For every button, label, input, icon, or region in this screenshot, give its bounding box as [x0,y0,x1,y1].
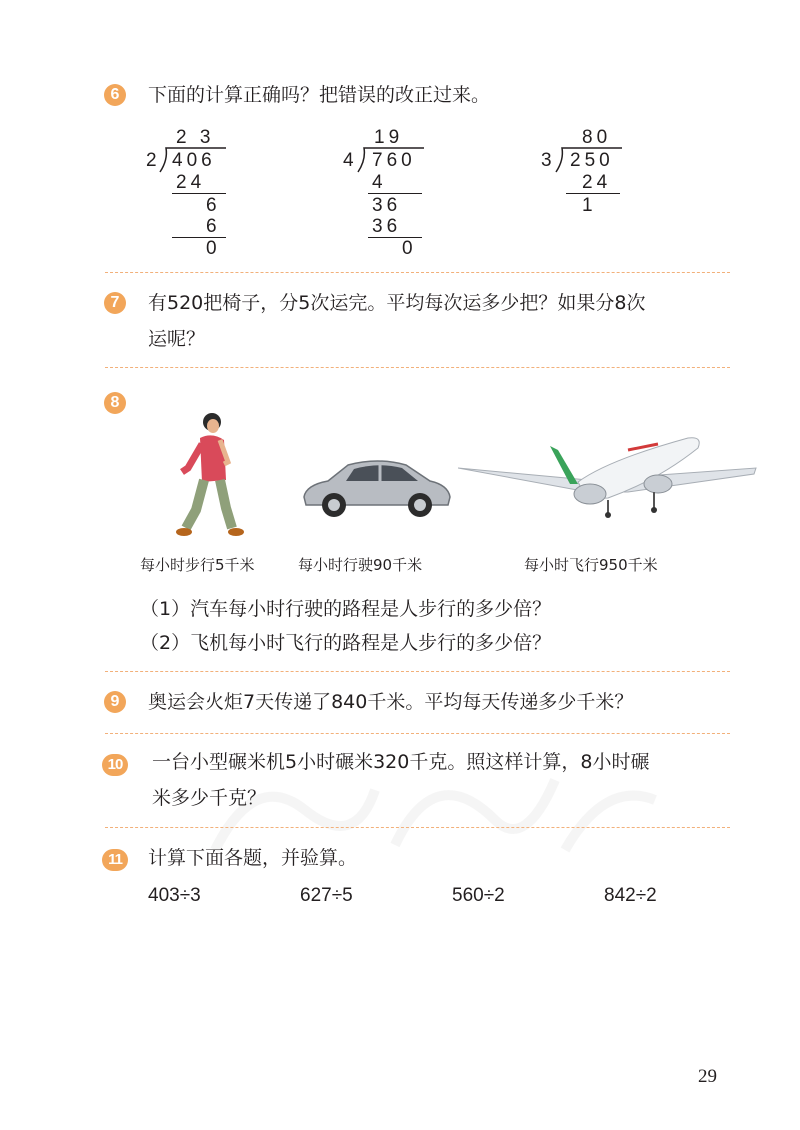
division-3-dividend: 250 [570,150,614,171]
division-2-quotient: 19 [374,127,404,148]
question-6-number: 6 [104,84,126,106]
question-7-line1: 有520把椅子，分5次运完。平均每次运多少把？如果分8次 [148,292,646,314]
car-illustration [298,455,453,520]
question-10-line1: 一台小型碾米机5小时碾米320千克。照这样计算，8小时碾 [152,751,650,773]
question-11-prompt: 计算下面各题，并验算。 [148,847,358,869]
question-7-line2: 运呢？ [148,328,206,350]
page-number: 29 [698,1066,717,1087]
question-9-number: 9 [104,691,126,713]
question-8-sub1: （1）汽车每小时行驶的路程是人步行的多少倍？ [140,598,552,620]
separator-3 [105,671,730,672]
question-6-prompt: 下面的计算正确吗？把错误的改正过来。 [148,84,491,106]
division-3-remainder: 1 [582,195,597,216]
division-1-rule1 [172,193,226,194]
division-2-step2: 36 [372,195,402,216]
division-2-dividend: 760 [372,150,416,171]
question-9-text: 奥运会火炬7天传递了840千米。平均每天传递多少千米？ [148,691,634,713]
question-11-number: 11 [102,849,128,871]
division-2-step3: 36 [372,216,402,237]
division-2-step1: 4 [372,172,387,193]
division-1-step2: 6 [206,195,221,216]
calc-item-4: 842÷2 [604,885,657,906]
division-3-quotient: 80 [582,127,612,148]
separator-2 [105,367,730,368]
calc-item-1: 403÷3 [148,885,201,906]
division-2-divisor: 4 [343,150,358,171]
caption-airplane: 每小时飞行950千米 [524,556,658,574]
question-10-line2: 米多少千克？ [152,787,267,809]
division-2-remainder: 0 [402,238,417,259]
division-1-divisor: 2 [146,150,161,171]
division-3-step1: 24 [582,172,612,193]
division-2-rule1 [368,193,422,194]
question-10-number: 10 [102,754,128,776]
question-7-number: 7 [104,292,126,314]
division-1-step3: 6 [206,216,221,237]
question-8-number: 8 [104,392,126,414]
division-3-rule1 [566,193,620,194]
separator-5 [105,827,730,828]
division-1-quotient: 2 3 [176,127,215,148]
division-1-dividend: 406 [172,150,216,171]
division-3-divisor: 3 [541,150,556,171]
calc-item-3: 560÷2 [452,885,505,906]
division-1-remainder: 0 [206,238,221,259]
caption-walking: 每小时步行5千米 [140,556,255,574]
question-8-sub2: （2）飞机每小时飞行的路程是人步行的多少倍？ [140,632,552,654]
division-1-step1: 24 [176,172,206,193]
separator-4 [105,733,730,734]
separator-1 [105,272,730,273]
calc-item-2: 627÷5 [300,885,353,906]
airplane-illustration [458,420,758,520]
walking-person-illustration [170,410,250,540]
caption-car: 每小时行驶90千米 [298,556,423,574]
